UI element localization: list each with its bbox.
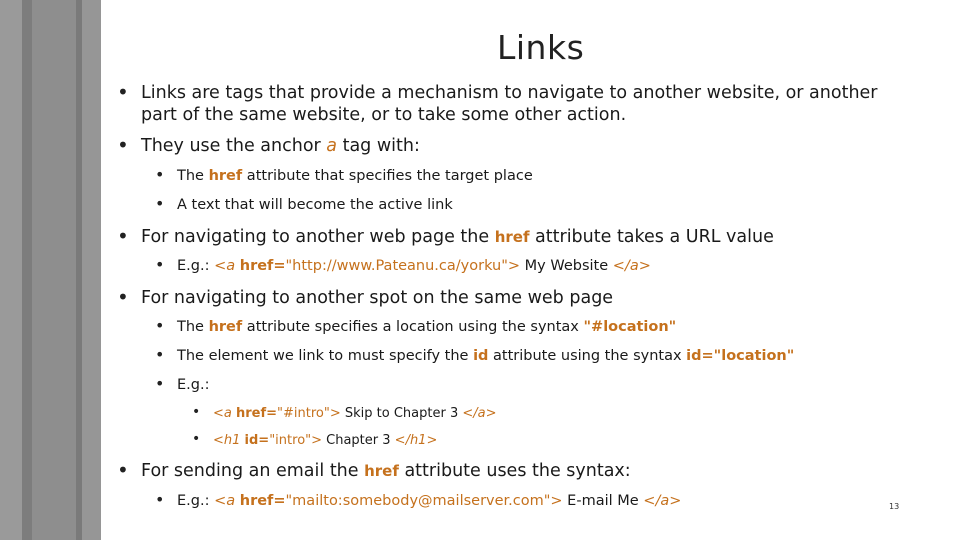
bullet-dot: • bbox=[155, 490, 165, 509]
bullet-dot: • bbox=[192, 431, 201, 447]
page-number: 13 bbox=[889, 502, 900, 511]
sub-bullet-text: The element we link to must specify the id attribute using the syntax id="location" bbox=[177, 348, 795, 364]
bullet-dot: • bbox=[155, 194, 165, 213]
bullet-dot: • bbox=[117, 285, 129, 309]
bar-stripe bbox=[32, 0, 76, 540]
sub-bullet-text: The href attribute that specifies the target place bbox=[177, 168, 533, 184]
bullet-dot: • bbox=[155, 316, 165, 335]
sub-sub-bullet-text: <h1 id="intro"> Chapter 3 </h1> bbox=[213, 433, 438, 448]
bullet-dot: • bbox=[117, 458, 129, 482]
bar-stripe bbox=[0, 0, 22, 540]
bar-stripe bbox=[82, 0, 101, 540]
code-keyword: href bbox=[208, 168, 243, 184]
sub-sub-bullet-text: <a href="#intro"> Skip to Chapter 3 </a> bbox=[213, 406, 497, 421]
sub-bullet-text: A text that will become the active link bbox=[177, 197, 453, 213]
code-keyword: href bbox=[494, 228, 530, 246]
sub-bullet-text: E.g.: bbox=[177, 377, 210, 393]
bullet-text: They use the anchor a tag with: bbox=[141, 136, 420, 156]
bullet-text: part of the same website, or to take some other action. bbox=[141, 105, 627, 125]
bullet-text: For sending an email the href attribute uses the syntax: bbox=[141, 461, 631, 481]
left-decorative-bar bbox=[0, 0, 101, 540]
sub-bullet-text: E.g.: <a href="mailto:somebody@mailserver.com"> E-mail Me </a> bbox=[177, 493, 682, 509]
bullet-text: For navigating to another web page the href attribute takes a URL value bbox=[141, 227, 774, 247]
bullet-dot: • bbox=[155, 374, 165, 393]
slide-title: Links bbox=[497, 28, 585, 67]
bullet-text: For navigating to another spot on the same web page bbox=[141, 288, 614, 308]
sub-bullet-text: E.g.: <a href="http://www.Pateanu.ca/yorku"> My Website </a> bbox=[177, 258, 651, 274]
bar-stripe bbox=[22, 0, 32, 540]
bullet-text: Links are tags that provide a mechanism to navigate to another website, or another bbox=[141, 83, 878, 103]
code-tag: a bbox=[326, 136, 338, 156]
bullet-dot: • bbox=[155, 165, 165, 184]
bullet-dot: • bbox=[117, 224, 129, 248]
bullet-dot: • bbox=[155, 345, 165, 364]
bullet-dot: • bbox=[155, 255, 165, 274]
bullet-dot: • bbox=[117, 133, 129, 157]
bullet-dot: • bbox=[117, 80, 129, 104]
bullet-dot: • bbox=[192, 404, 201, 420]
sub-bullet-text: The href attribute specifies a location using the syntax "#location" bbox=[177, 319, 677, 335]
